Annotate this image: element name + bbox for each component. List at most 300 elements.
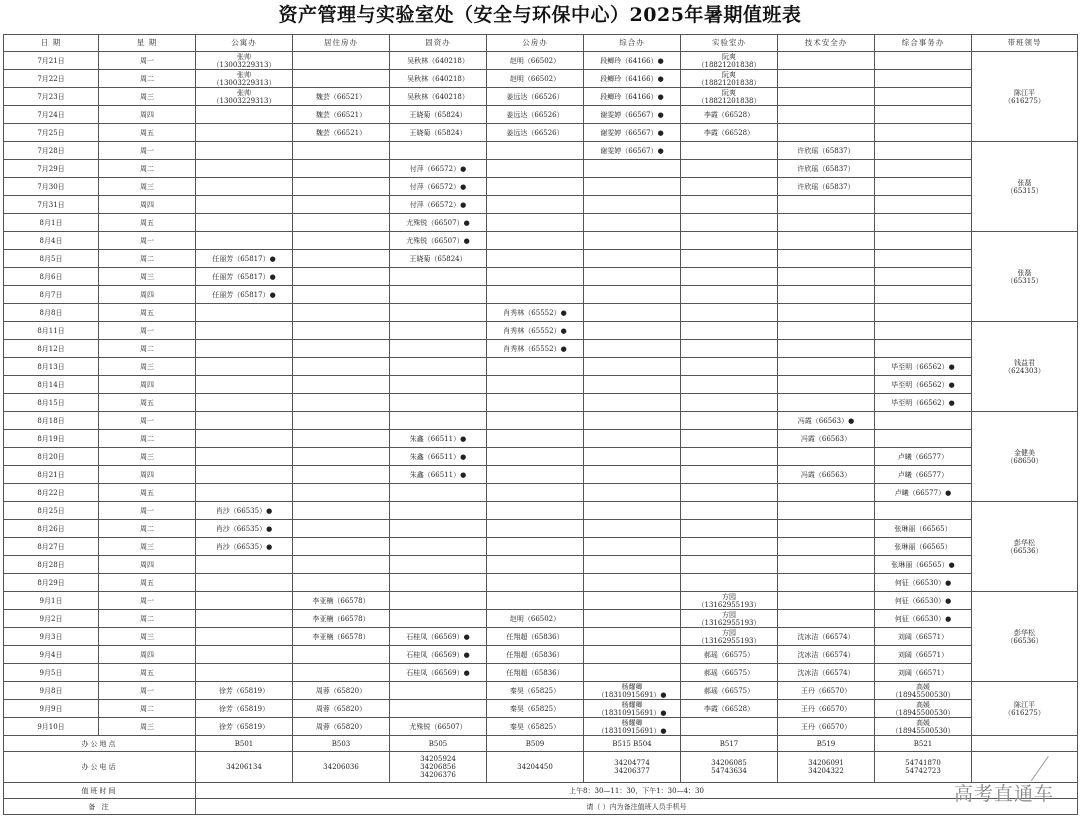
table-row <box>4 592 1078 610</box>
duty-cell <box>875 106 972 124</box>
date-cell: 8月29日 <box>4 574 99 592</box>
date-cell: 9月8日 <box>4 682 99 700</box>
office-phone-number: 34206036 <box>323 763 359 771</box>
duty-person-line: （18821201838） <box>697 60 761 69</box>
duty-cell <box>778 232 875 250</box>
duty-cell <box>681 394 778 412</box>
duty-cell <box>681 52 778 70</box>
duty-person-line: 李霞（66528） <box>703 128 755 137</box>
duty-person-line: （18310915691）● <box>597 726 667 735</box>
duty-cell <box>875 232 972 250</box>
duty-cell <box>875 70 972 88</box>
duty-person-line: 赵明（66502） <box>509 614 561 623</box>
duty-person-line: 任丽芳（65817）● <box>212 254 276 263</box>
date-cell: 8月15日 <box>4 394 99 412</box>
duty-person-line: 冯霞（66563） <box>800 434 852 443</box>
duty-cell <box>778 304 875 322</box>
weekday-cell: 周三 <box>99 178 196 196</box>
duty-cell <box>390 484 487 502</box>
duty-cell <box>875 646 972 664</box>
date-cell: 8月14日 <box>4 376 99 394</box>
duty-person-line: 张帅 <box>237 52 251 61</box>
duty-cell <box>487 196 584 214</box>
duty-cell <box>293 232 390 250</box>
duty-cell <box>487 664 584 682</box>
duty-cell <box>196 52 293 70</box>
duty-person-line: 赵明（66502） <box>509 56 561 65</box>
table-row <box>4 394 1078 412</box>
duty-cell <box>196 466 293 484</box>
duty-cell <box>390 448 487 466</box>
leader-name: 金健美 <box>1014 448 1035 457</box>
duty-person-line: 许欣瑶（65837） <box>797 182 855 191</box>
date-cell: 8月21日 <box>4 466 99 484</box>
duty-cell <box>584 646 681 664</box>
duty-cell <box>390 304 487 322</box>
remarks-value: 请（ ）内为备注值班人员手机号 <box>196 799 1078 815</box>
duty-cell <box>196 556 293 574</box>
weekday-cell: 周三 <box>99 448 196 466</box>
duty-person-line: 郝瑶（66575） <box>703 686 755 695</box>
leader-cell <box>972 322 1078 412</box>
duty-cell <box>778 502 875 520</box>
duty-cell <box>487 178 584 196</box>
duty-time-label: 值班时间 <box>4 783 196 799</box>
duty-cell <box>487 484 584 502</box>
duty-cell <box>875 268 972 286</box>
duty-person-line: 秦昊（65825） <box>509 686 561 695</box>
table-row <box>4 448 1078 466</box>
duty-person-line: （13003229313） <box>212 60 276 69</box>
duty-cell <box>196 124 293 142</box>
duty-cell <box>390 376 487 394</box>
duty-cell <box>196 502 293 520</box>
duty-cell <box>778 250 875 268</box>
duty-cell <box>293 304 390 322</box>
duty-person-line: 李霞（66528） <box>703 110 755 119</box>
leader-phone: （624303） <box>1004 366 1045 375</box>
weekday-cell: 周二 <box>99 520 196 538</box>
duty-person-line: 魏芸（66521） <box>315 110 367 119</box>
date-cell: 8月19日 <box>4 430 99 448</box>
duty-cell <box>487 682 584 700</box>
duty-person-line: 魏芸（66521） <box>315 128 367 137</box>
duty-cell <box>778 412 875 430</box>
duty-cell <box>293 88 390 106</box>
duty-cell <box>681 466 778 484</box>
duty-cell <box>196 574 293 592</box>
duty-person-line: 尤殊锐（66507） <box>409 722 467 731</box>
duty-cell <box>390 430 487 448</box>
duty-cell <box>293 196 390 214</box>
weekday-cell: 周一 <box>99 142 196 160</box>
duty-person-line: 李亚楠（66578） <box>312 632 370 641</box>
duty-cell <box>778 106 875 124</box>
duty-cell <box>487 52 584 70</box>
duty-person-line: 付萍（66572）● <box>409 182 467 191</box>
duty-cell <box>487 376 584 394</box>
duty-cell <box>778 646 875 664</box>
duty-cell <box>196 646 293 664</box>
duty-person-line: 李亚楠（66578） <box>312 596 370 605</box>
date-cell: 8月22日 <box>4 484 99 502</box>
duty-person-line: 周蓉（65820） <box>315 704 367 713</box>
duty-cell <box>390 250 487 268</box>
duty-cell <box>681 484 778 502</box>
duty-person-line: 徐芳（65819） <box>218 704 270 713</box>
date-cell: 8月26日 <box>4 520 99 538</box>
duty-cell <box>778 142 875 160</box>
date-cell: 8月11日 <box>4 322 99 340</box>
duty-cell <box>196 232 293 250</box>
table-row <box>4 682 1078 700</box>
duty-cell <box>293 322 390 340</box>
duty-cell <box>487 214 584 232</box>
duty-person-line: 杨耀卿 <box>621 682 643 691</box>
duty-person-line: 刘阔（66571） <box>897 668 949 677</box>
duty-cell <box>778 394 875 412</box>
office-phone-number: 34204322 <box>808 767 844 775</box>
duty-cell <box>681 448 778 466</box>
column-header: 带班领导 <box>972 35 1078 52</box>
duty-cell <box>875 142 972 160</box>
duty-cell <box>487 628 584 646</box>
office-location-cell: B521 <box>875 736 972 752</box>
duty-cell <box>681 664 778 682</box>
duty-cell <box>390 628 487 646</box>
table-row <box>4 160 1078 178</box>
duty-cell <box>584 52 681 70</box>
duty-cell <box>293 358 390 376</box>
duty-cell <box>875 376 972 394</box>
duty-cell <box>875 250 972 268</box>
date-cell: 8月12日 <box>4 340 99 358</box>
duty-cell <box>487 466 584 484</box>
duty-person-line: （13162955193） <box>697 636 761 645</box>
duty-person-line: 任翔超（65836） <box>506 632 564 641</box>
duty-person-line: 阮爽 <box>722 52 736 61</box>
duty-person-line: 郝瑶（66575） <box>703 668 755 677</box>
duty-cell <box>681 502 778 520</box>
duty-cell <box>875 394 972 412</box>
duty-person-line: 赵明（66502） <box>509 74 561 83</box>
duty-person-line: 张帅 <box>237 70 251 79</box>
duty-person-line: （18821201838） <box>697 96 761 105</box>
date-cell: 8月27日 <box>4 538 99 556</box>
duty-cell <box>584 412 681 430</box>
duty-cell <box>487 286 584 304</box>
office-location-cell: B519 <box>778 736 875 752</box>
table-row <box>4 268 1078 286</box>
office-phone-number: 54743634 <box>711 767 747 775</box>
duty-cell <box>681 250 778 268</box>
duty-roster-table <box>3 34 1078 815</box>
duty-cell <box>487 322 584 340</box>
duty-person-line: 许欣瑶（65837） <box>797 146 855 155</box>
duty-cell <box>293 124 390 142</box>
duty-cell <box>875 484 972 502</box>
duty-cell <box>681 124 778 142</box>
duty-cell <box>584 196 681 214</box>
duty-cell <box>293 520 390 538</box>
remarks-label: 备 注 <box>4 799 196 815</box>
duty-person-line: 段鲫玲（64166）● <box>600 74 664 83</box>
date-cell: 7月25日 <box>4 124 99 142</box>
duty-cell <box>778 178 875 196</box>
duty-cell <box>487 70 584 88</box>
duty-cell <box>875 466 972 484</box>
duty-cell <box>293 700 390 718</box>
date-cell: 9月10日 <box>4 718 99 736</box>
table-row <box>4 376 1078 394</box>
duty-cell <box>875 718 972 736</box>
duty-cell <box>196 610 293 628</box>
duty-cell <box>390 538 487 556</box>
leader-name: 陈江平 <box>1014 88 1035 97</box>
duty-cell <box>875 178 972 196</box>
date-cell: 8月5日 <box>4 250 99 268</box>
duty-cell <box>293 340 390 358</box>
duty-cell <box>584 340 681 358</box>
table-row <box>4 610 1078 628</box>
date-cell: 8月28日 <box>4 556 99 574</box>
weekday-cell: 周五 <box>99 304 196 322</box>
duty-person-line: 许欣瑶（65837） <box>797 164 855 173</box>
duty-person-line: 朱鑫（66511）● <box>409 434 467 443</box>
duty-cell <box>196 412 293 430</box>
date-cell: 8月20日 <box>4 448 99 466</box>
duty-cell <box>487 592 584 610</box>
duty-cell <box>390 502 487 520</box>
office-phone-cell <box>196 752 293 783</box>
duty-person-line: 何征（66530）● <box>894 578 952 587</box>
duty-cell <box>390 664 487 682</box>
duty-cell <box>293 592 390 610</box>
weekday-cell: 周四 <box>99 646 196 664</box>
table-row <box>4 520 1078 538</box>
duty-cell <box>778 484 875 502</box>
duty-cell <box>196 394 293 412</box>
office-phone-number: 34204774 <box>614 759 650 767</box>
date-cell: 7月22日 <box>4 70 99 88</box>
duty-person-line: （13003229313） <box>212 96 276 105</box>
weekday-cell: 周五 <box>99 394 196 412</box>
leader-phone: （66536） <box>1006 546 1043 555</box>
duty-person-line: 高媛 <box>916 700 930 709</box>
leader-name: 张磊 <box>1017 268 1032 277</box>
duty-person-line: 石桂凤（66569）● <box>406 632 470 641</box>
duty-cell <box>875 124 972 142</box>
date-cell: 8月8日 <box>4 304 99 322</box>
duty-person-line: 任丽芳（65817）● <box>212 272 276 281</box>
weekday-cell: 周一 <box>99 52 196 70</box>
duty-cell <box>487 448 584 466</box>
leader-cell <box>972 502 1078 592</box>
duty-cell <box>681 628 778 646</box>
duty-cell <box>584 628 681 646</box>
duty-cell <box>778 556 875 574</box>
duty-cell <box>681 142 778 160</box>
weekday-cell: 周四 <box>99 286 196 304</box>
leader-cell <box>972 592 1078 682</box>
date-cell: 8月7日 <box>4 286 99 304</box>
duty-cell <box>584 520 681 538</box>
leader-phone: （65315） <box>1006 276 1043 285</box>
duty-cell <box>875 196 972 214</box>
duty-cell <box>293 556 390 574</box>
weekday-cell: 周四 <box>99 556 196 574</box>
office-phone-cell <box>584 752 681 783</box>
duty-cell <box>584 268 681 286</box>
duty-person-line: （18310915691）● <box>597 690 667 699</box>
weekday-cell: 周五 <box>99 124 196 142</box>
table-row <box>4 466 1078 484</box>
duty-cell <box>778 358 875 376</box>
duty-person-line: 卢曦（66577） <box>897 452 949 461</box>
duty-cell <box>390 178 487 196</box>
duty-person-line: 姜远达（66526） <box>506 128 564 137</box>
weekday-cell: 周一 <box>99 412 196 430</box>
table-row <box>4 556 1078 574</box>
duty-cell <box>487 304 584 322</box>
duty-cell <box>778 88 875 106</box>
duty-cell <box>390 322 487 340</box>
date-cell: 9月5日 <box>4 664 99 682</box>
duty-cell <box>196 682 293 700</box>
leader-name: 彭华松 <box>1014 628 1035 637</box>
weekday-cell: 周二 <box>99 340 196 358</box>
date-cell: 9月9日 <box>4 700 99 718</box>
duty-cell <box>875 52 972 70</box>
duty-cell <box>293 160 390 178</box>
duty-cell <box>293 70 390 88</box>
duty-cell <box>196 70 293 88</box>
office-phone-cell <box>487 752 584 783</box>
duty-cell <box>196 484 293 502</box>
duty-cell <box>293 448 390 466</box>
duty-person-line: 肖秀林（65552）● <box>503 344 567 353</box>
duty-person-line: （18945500530） <box>891 726 955 735</box>
duty-cell <box>293 466 390 484</box>
duty-cell <box>681 70 778 88</box>
duty-cell <box>584 124 681 142</box>
weekday-cell: 周一 <box>99 232 196 250</box>
duty-person-line: 谢雯婷（66567）● <box>600 110 664 119</box>
table-row <box>4 142 1078 160</box>
duty-person-line: 徐芳（65819） <box>218 722 270 731</box>
duty-cell <box>584 106 681 124</box>
duty-person-line: 肖沙（66535）● <box>215 506 273 515</box>
duty-person-line: 尤殊锐（66507）● <box>406 218 470 227</box>
duty-cell <box>778 196 875 214</box>
duty-cell <box>875 160 972 178</box>
weekday-cell: 周一 <box>99 682 196 700</box>
date-cell: 9月4日 <box>4 646 99 664</box>
duty-cell <box>584 160 681 178</box>
duty-person-line: （18945500530） <box>891 690 955 699</box>
duty-cell <box>778 448 875 466</box>
duty-cell <box>681 304 778 322</box>
duty-cell <box>293 178 390 196</box>
duty-person-line: 秦昊（65825） <box>509 722 561 731</box>
duty-cell <box>487 610 584 628</box>
duty-cell <box>778 322 875 340</box>
duty-cell <box>293 430 390 448</box>
duty-cell <box>778 538 875 556</box>
duty-cell <box>681 412 778 430</box>
duty-cell <box>681 538 778 556</box>
duty-cell <box>196 196 293 214</box>
duty-time-value: 上午8：30—11：30，下午1：30—4：30 <box>196 783 1078 799</box>
duty-cell <box>681 286 778 304</box>
duty-person-line: 毕至明（66562）● <box>891 398 955 407</box>
duty-cell <box>875 664 972 682</box>
duty-cell <box>196 430 293 448</box>
duty-cell <box>584 502 681 520</box>
page-title: 资产管理与实验室处（安全与环保中心）2025年暑期值班表 <box>278 4 802 26</box>
duty-cell <box>390 160 487 178</box>
duty-cell <box>584 664 681 682</box>
leader-name: 钱益君 <box>1014 358 1035 367</box>
office-location-label: 办公地点 <box>4 736 196 752</box>
duty-cell <box>196 142 293 160</box>
duty-cell <box>390 520 487 538</box>
duty-cell <box>778 340 875 358</box>
weekday-cell: 周四 <box>99 196 196 214</box>
duty-cell <box>875 304 972 322</box>
duty-person-line: 毕至明（66562）● <box>891 380 955 389</box>
duty-person-line: 肖沙（66535）● <box>215 542 273 551</box>
duty-cell <box>584 430 681 448</box>
duty-time-row <box>4 783 1078 799</box>
duty-cell <box>293 142 390 160</box>
duty-cell <box>390 232 487 250</box>
duty-cell <box>778 286 875 304</box>
duty-person-line: 肖秀林（65552）● <box>503 308 567 317</box>
date-cell: 8月25日 <box>4 502 99 520</box>
weekday-cell: 周一 <box>99 502 196 520</box>
duty-cell <box>681 106 778 124</box>
office-phone-cell <box>681 752 778 783</box>
duty-cell <box>196 178 293 196</box>
office-phone-number: 34204450 <box>517 763 553 771</box>
duty-person-line: 杨耀卿 <box>621 718 643 727</box>
duty-cell <box>681 646 778 664</box>
duty-cell <box>390 574 487 592</box>
office-phone-cell <box>778 752 875 783</box>
duty-person-line: 方园 <box>722 610 736 619</box>
leader-cell <box>972 52 1078 142</box>
duty-cell <box>390 214 487 232</box>
table-row <box>4 664 1078 682</box>
office-phone-number: 54741870 <box>905 759 941 767</box>
duty-person-line: （13003229313） <box>212 78 276 87</box>
leader-cell <box>972 142 1078 232</box>
duty-cell <box>875 358 972 376</box>
footer-body <box>4 736 1078 815</box>
roster-body <box>4 52 1078 736</box>
office-phone-cell <box>390 752 487 783</box>
column-header: 公房办 <box>487 35 584 52</box>
duty-cell <box>293 106 390 124</box>
weekday-cell: 周一 <box>99 322 196 340</box>
duty-cell <box>778 70 875 88</box>
duty-person-line: 周蓉（65820） <box>315 686 367 695</box>
duty-person-line: 王丹（66570） <box>800 686 852 695</box>
duty-cell <box>584 232 681 250</box>
duty-person-line: 卢曦（66577） <box>897 470 949 479</box>
duty-cell <box>390 340 487 358</box>
